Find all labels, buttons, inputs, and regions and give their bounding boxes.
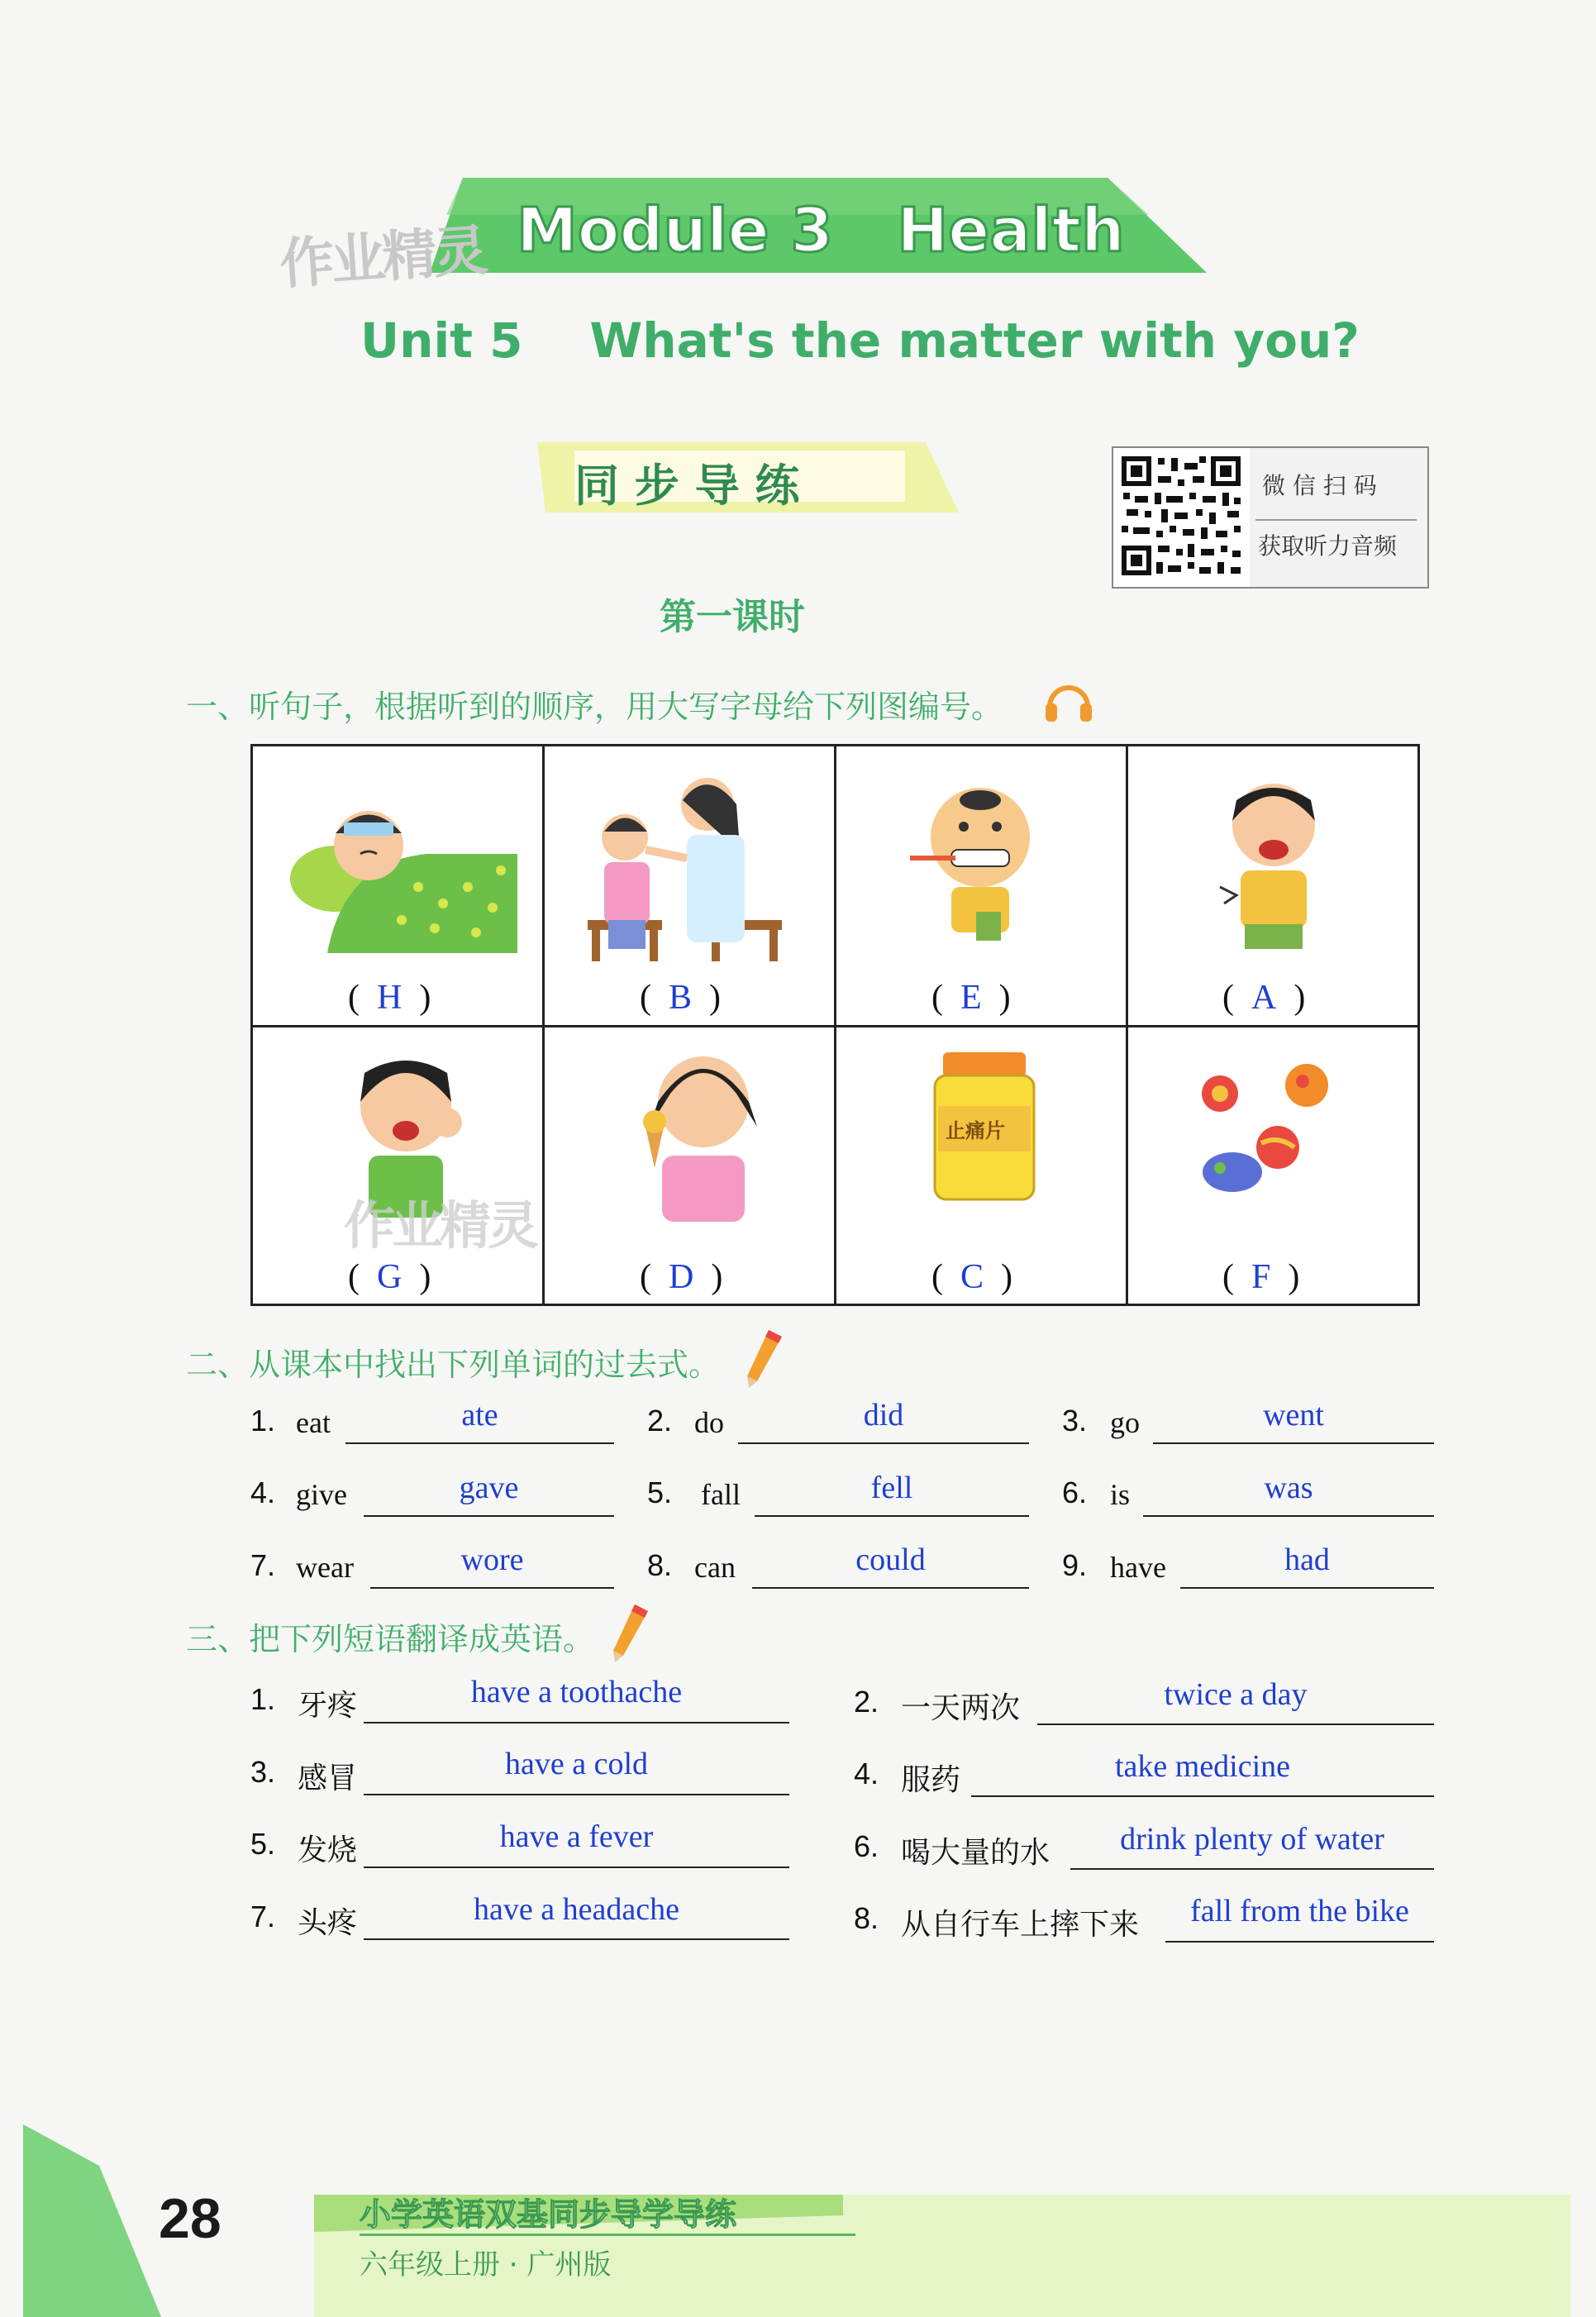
answer-7[interactable]: C [960,1258,984,1296]
q2-num: 4. [250,1476,276,1509]
part1-heading: 一、听句子，根据听到的顺序，用大写字母给下列图编号。 [186,689,1003,725]
bottle-label: 止痛片 [946,1119,1005,1142]
answer-8[interactable]: F [1251,1258,1271,1296]
answer-5[interactable]: G [377,1258,403,1296]
section-banner-text: 同 步 导 练 [574,460,800,512]
q3-num: 7. [250,1900,276,1933]
q3-answer[interactable]: have a fever [499,1819,654,1854]
eating-ice-cream-picture [612,1036,778,1234]
q2-num: 3. [1062,1404,1088,1437]
q3-num: 1. [250,1682,276,1716]
q2-num: 9. [1062,1548,1088,1582]
candies-picture [1170,1036,1369,1218]
headphones-icon [1043,674,1094,725]
pencil-icon [744,1327,785,1390]
q3-num: 6. [854,1829,879,1863]
part3-heading: 三、把下列短语翻译成英语。 [186,1621,595,1657]
q3-num: 2. [854,1685,879,1719]
qr-line2: 获取听力音频 [1258,532,1398,560]
answer-6[interactable]: D [669,1258,694,1296]
q3-answer[interactable]: have a toothache [470,1675,683,1709]
stomachache-picture [1179,763,1369,961]
pencil-icon [610,1601,651,1664]
module-title: Module 3 Health [517,195,1125,266]
q2-answer[interactable]: had [1284,1542,1330,1577]
q3-num: 8. [854,1901,879,1935]
doctor-check-picture [571,759,811,965]
q3-answer[interactable]: fall from the bike [1190,1894,1409,1928]
q2-word: go [1110,1406,1140,1439]
q2-num: 6. [1062,1476,1088,1509]
sick-in-bed-picture [278,763,517,961]
q3-answer[interactable]: have a cold [504,1747,649,1781]
q2-answer[interactable]: ate [461,1398,498,1433]
brushing-teeth-picture [885,767,1084,957]
q2-answer[interactable]: could [855,1542,926,1577]
q3-word: 头疼 [298,1906,358,1939]
q2-num: 2. [647,1404,673,1437]
q3-word: 发烧 [298,1833,358,1866]
q2-answer[interactable]: wore [460,1542,524,1577]
q2-answer[interactable]: was [1264,1471,1313,1505]
q3-num: 3. [250,1755,276,1789]
q2-answer[interactable]: went [1263,1398,1324,1433]
part2-heading: 二、从课本中找出下列单词的过去式。 [186,1347,721,1383]
q3-word: 从自行车上摔下来 [901,1908,1140,1941]
q3-word: 牙疼 [298,1689,358,1722]
q2-word: eat [296,1406,331,1439]
q3-answer[interactable]: have a headache [474,1892,679,1927]
q2-word: give [296,1478,347,1511]
grid-watermark: 作业精灵 [344,1195,536,1256]
q3-answer[interactable]: drink plenty of water [1120,1822,1384,1857]
q3-answer[interactable]: twice a day [1164,1677,1308,1712]
q2-num: 1. [250,1404,276,1437]
q2-answer[interactable]: fell [870,1471,913,1505]
answer-4[interactable]: A [1251,979,1277,1017]
qr-box [1112,446,1429,589]
q2-word: is [1110,1478,1131,1511]
q2-word: wear [296,1551,354,1584]
watermark: 作业精灵 [278,218,487,297]
qr-line1: 微 信 扫 码 [1262,472,1377,499]
q2-word: do [694,1406,724,1439]
qr-code-icon[interactable] [1117,451,1246,580]
q3-word: 感冒 [298,1762,358,1795]
q3-word: 服药 [901,1763,961,1796]
q3-word: 喝大量的水 [901,1836,1051,1869]
book-subtitle: 六年级上册 · 广州版 [360,2248,612,2281]
q2-word: fall [701,1478,741,1511]
q3-num: 4. [854,1757,879,1790]
unit-title: Unit 5 What's the matter with you? [360,312,1360,369]
q2-word: can [694,1551,736,1584]
answer-1[interactable]: H [377,979,403,1017]
q2-num: 5. [647,1476,673,1509]
answer-3[interactable]: E [960,979,982,1017]
q2-num: 8. [647,1548,673,1582]
book-title: 小学英语双基同步导学导练 [360,2196,737,2233]
q2-word: have [1110,1551,1166,1584]
footer-band [0,2116,1596,2317]
lesson-title: 第一课时 [660,596,805,638]
answer-2[interactable]: B [669,979,693,1017]
q2-answer[interactable]: gave [459,1471,519,1505]
q3-word: 一天两次 [901,1691,1021,1724]
picture-grid: ( H ) ( B ) ( E ) ( A ) 作业精灵 ( G ) ( D ) 止痛片 ( C ) ( F ) [250,744,1420,1306]
q3-num: 5. [250,1827,276,1861]
q3-answer[interactable]: take medicine [1114,1749,1291,1784]
page-number: 28 [159,2187,222,2250]
q2-num: 7. [250,1548,276,1582]
q2-answer[interactable]: did [863,1398,904,1433]
